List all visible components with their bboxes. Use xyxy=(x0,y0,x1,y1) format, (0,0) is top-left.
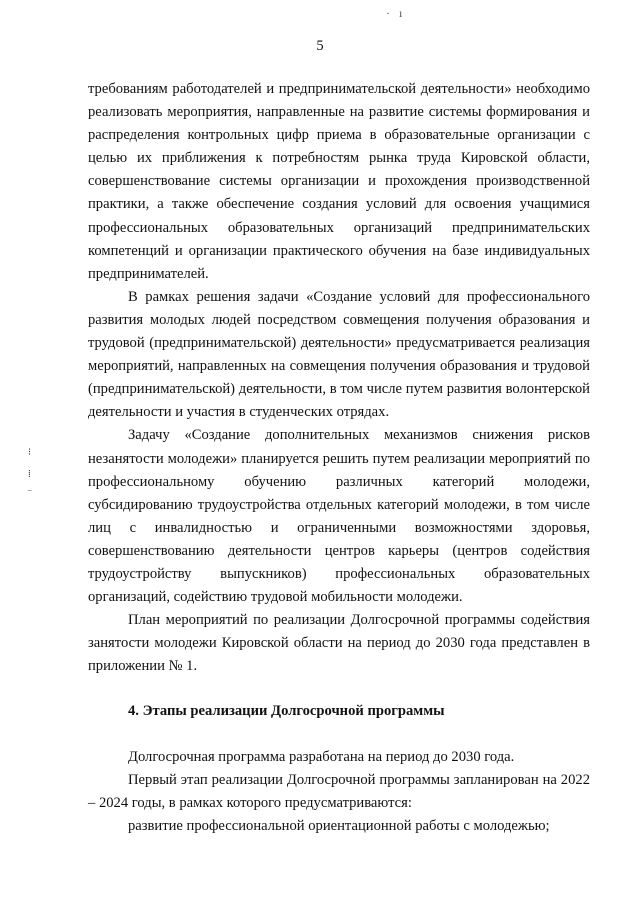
paragraph: Первый этап реализации Долгосрочной программы запланирован на 2022 – 2024 годы, в рамках которого предусматриваются: xyxy=(88,771,590,811)
paragraph: требованиям работодателей и предпринимательской деятельности» необходимо реализовать мероприятия, направленные на развитие системы формирования и распределения контрольных цифр приема в образовательные организации с целью их приближения к потребностям рынка труда Кировской области, совершенствование системы организации и прохождения производственной практики, а также обеспечение создания условий для освоения учащимися профессиональных образовательных организаций предпринимательских компетенций и организации практического обучения на базе индивидуальных предпринимателей. xyxy=(88,81,590,282)
margin-mark: ⁝ xyxy=(28,447,32,458)
paragraph: План мероприятий по реализации Долгосрочной программы содействия занятости молодежи Кировской области на период до 2030 года представлен в приложении № 1. xyxy=(88,612,590,675)
document-body xyxy=(88,78,590,838)
paragraph: развитие профессиональной ориентационной работы с молодежью; xyxy=(128,817,550,834)
margin-marks xyxy=(28,442,42,508)
paragraph: Задачу «Создание дополнительных механизмов снижения рисков незанятости молодежи» планируется решить путем реализации мероприятий по профессиональному обучению различных категорий молодежи, субсидированию трудоустройства отдельных категорий молодежи, в том числе лиц с инвалидностью и ограниченными возможностями здоровья, совершенствованию деятельности центров карьеры (центров содействия трудоустройству выпускников) профессиональных образовательных организаций, содействию трудовой мобильности молодежи. xyxy=(88,427,590,606)
page-number: 5 xyxy=(316,38,324,54)
margin-mark: ‾ xyxy=(28,491,32,502)
corner-mark: · ı xyxy=(386,6,406,20)
margin-mark: ⁞ xyxy=(28,469,31,480)
paragraph: В рамках решения задачи «Создание условий для профессионального развития молодых людей посредством совмещения получения образования и трудовой (предпринимательской) деятельности» предусматривается реализация мероприятий, направленных на совмещения получения образования и трудовой (предпринимательской) деятельности, в том числе путем развития волонтерской деятельности и участия в студенческих отрядах. xyxy=(88,288,590,421)
paragraph: Долгосрочная программа разработана на период до 2030 года. xyxy=(128,748,515,765)
section-heading: 4. Этапы реализации Долгосрочной программы xyxy=(128,703,445,720)
